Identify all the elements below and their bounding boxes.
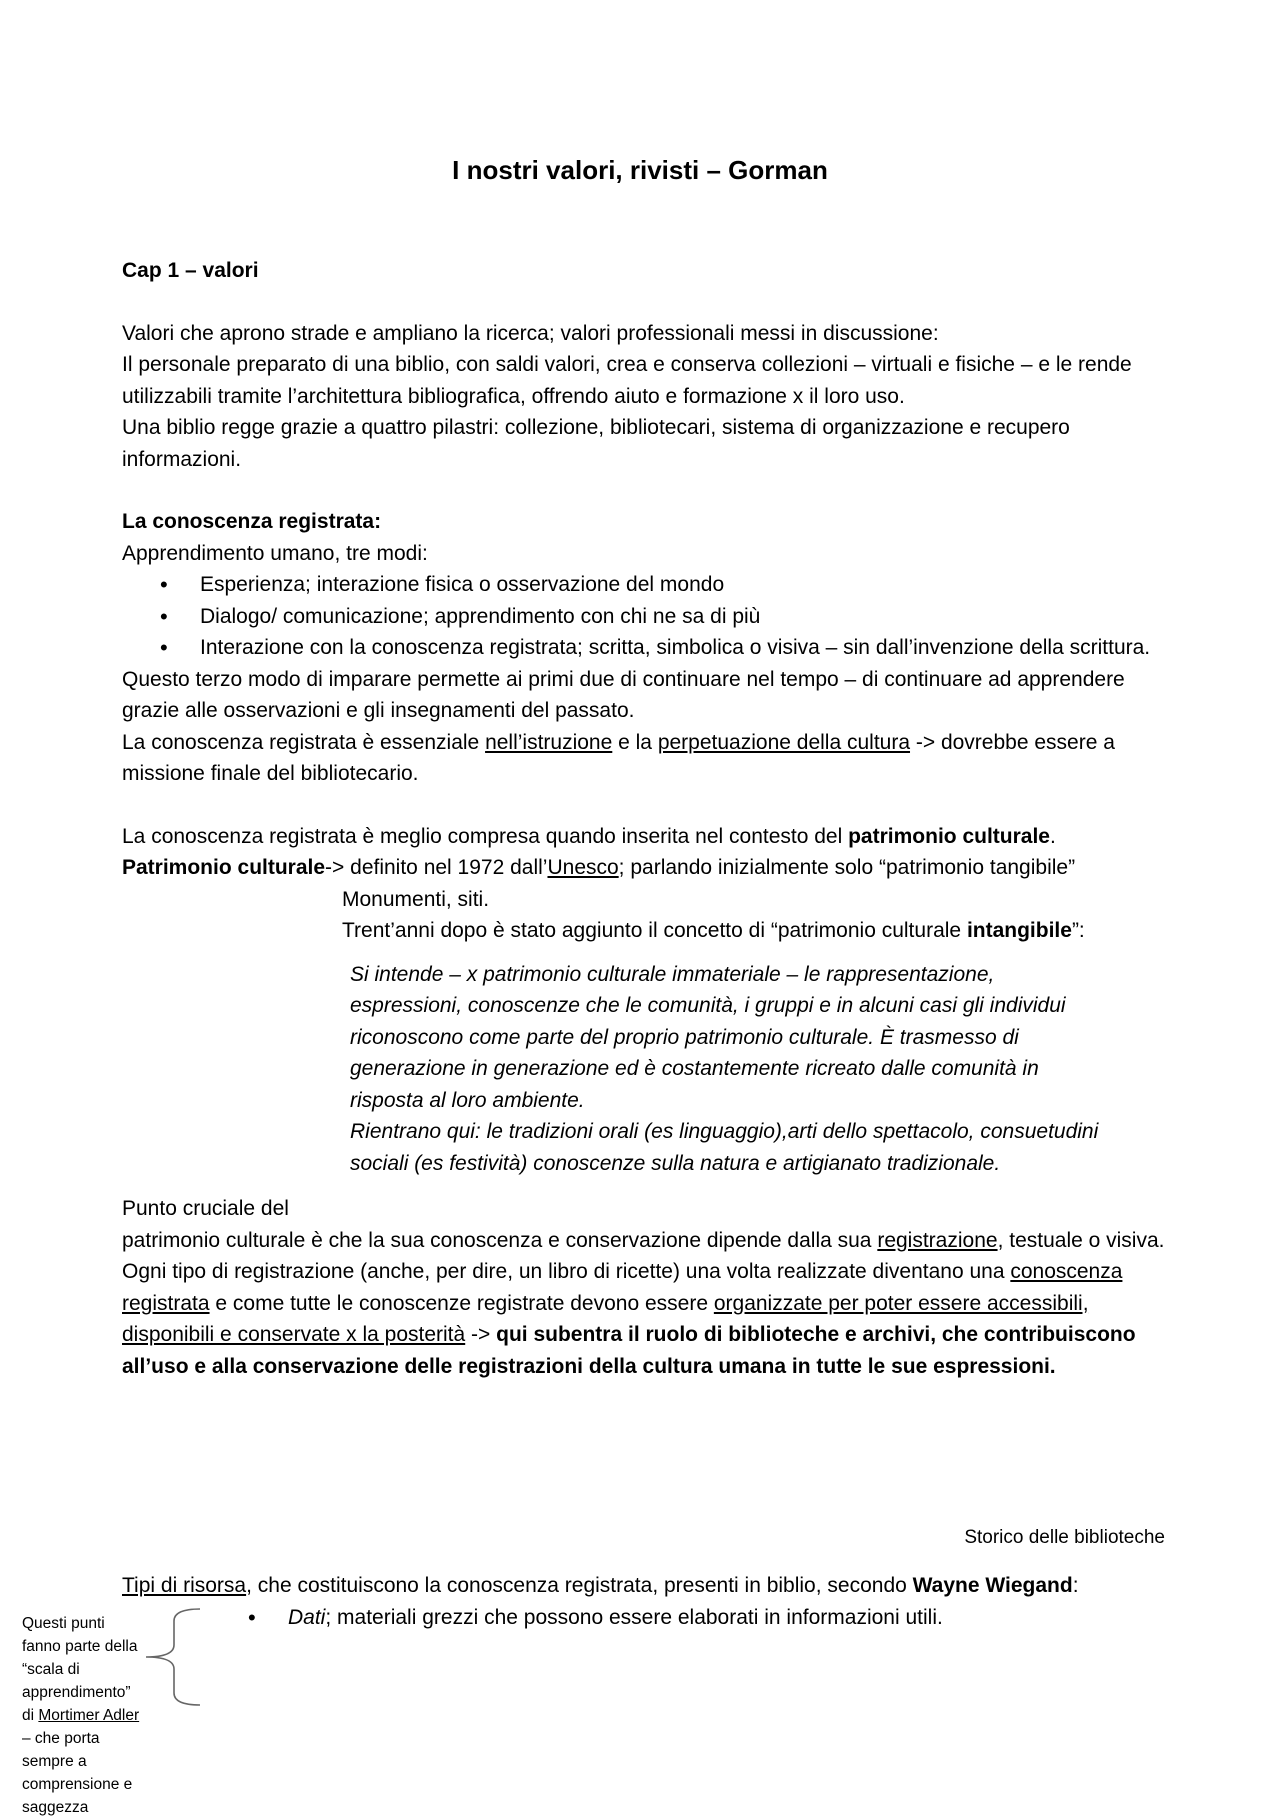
registration-paragraph: Ogni tipo di registrazione (anche, per dire, un libro di ricette) una volta realizzate diventano una conoscenza registrata e come tutte le conoscenze registrate devono essere organizzate per poter essere accessibili, disponibili e conservate x la posterità -> qui subentra il ruolo di biblioteche e archivi, che contribuiscono all’uso e alla conservazione delle registrazioni della cultura umana in tutte le sue espressioni. (122, 1260, 1136, 1378)
resources-paragraph: Tipi di risorsa, che costituiscono la conoscenza registrata, presenti in biblio, secondo Wayne Wiegand: (122, 1574, 1079, 1597)
knowledge-heading: La conoscenza registrata: (122, 510, 382, 533)
essential-paragraph: La conoscenza registrata è essenziale nell’istruzione e la perpetuazione della cultura -> dovrebbe essere a missione finale del bibliotecario. (122, 730, 1115, 785)
document-title: I nostri valori, rivisti – Gorman (452, 155, 828, 185)
list-item: • Interazione con la conoscenza registrata; scritta, simbolica o visiva – sin dall’invenzione della scrittura. (122, 632, 1172, 664)
crucial-line: Punto cruciale del (122, 1197, 289, 1220)
resource-types-list (210, 1602, 1172, 1634)
list-item: • Dialogo/ comunicazione; apprendimento con chi ne sa di più (122, 601, 1172, 633)
chapter-heading: Cap 1 – valori (122, 259, 259, 282)
unesco-quote: Si intende – x patrimonio culturale immateriale – le rappresentazione, espressioni, conoscenze che le comunità, i gruppi e in alcuni casi gli individui riconoscono come parte del proprio patrimonio culturale. È trasmesso di generazione in generazione ed è costantemente ricreato dalle comunità in risposta al loro ambiente. (350, 962, 1066, 1112)
knowledge-lead: Apprendimento umano, tre modi: (122, 541, 428, 565)
unesco-quote-examples: Rientrano qui: le tradizioni orali (es linguaggio),arti dello spettacolo, consuetudini sociali (es festività) conoscenze sulla natura e artigianato tradizionale. (350, 1120, 1099, 1175)
heritage-definition: Patrimonio culturale-> definito nel 1972 dall’Unesco; parlando inizialmente solo “patrimonio tangibile” (122, 856, 1076, 879)
list-item: • Dati; materiali grezzi che possono essere elaborati in informazioni utili. (210, 1602, 1172, 1634)
resources-section (122, 1570, 1172, 1633)
third-mode-paragraph: Questo terzo modo di imparare permette ai primi due di continuare nel tempo – di continuare ad apprendere grazie alle osservazioni e gli insegnamenti del passato. (122, 667, 1125, 722)
list-item: • Esperienza; interazione fisica o osservazione del mondo (122, 569, 1172, 601)
context-paragraph: La conoscenza registrata è meglio compresa quando inserita nel contesto del patrimonio culturale. (122, 824, 1056, 848)
curly-brace-icon (138, 1605, 202, 1709)
intro-paragraph-2: Il personale preparato di una biblio, con saldi valori, crea e conserva collezioni – virtuali e fisiche – e le rende utilizzabili tramite l’architettura bibliografica, offrendo aiuto e formazione x il loro uso. (122, 353, 1132, 408)
side-note: Questi punti fanno parte della “scala di apprendimento” di Mortimer Adler – che porta sempre a comprensione e saggezza (22, 1615, 140, 1816)
intro-paragraph-1: Valori che aprono strade e ampliano la ricerca; valori professionali messi in discussione: (122, 321, 939, 345)
history-label: Storico delle biblioteche (964, 1527, 1165, 1548)
intangible-line: Trent’anni dopo è stato aggiunto il concetto di “patrimonio culturale intangibile”: (342, 919, 1085, 942)
crucial-paragraph: patrimonio culturale è che la sua conoscenza e conservazione dipende dalla sua registrazione, testuale o visiva. (122, 1228, 1165, 1252)
intro-paragraph-3: Una biblio regge grazie a quattro pilastri: collezione, bibliotecari, sistema di organizzazione e recupero informazioni. (122, 416, 1070, 471)
learning-modes-list (122, 569, 1172, 664)
monuments-line: Monumenti, siti. (342, 887, 490, 911)
document-body (122, 255, 1172, 1382)
